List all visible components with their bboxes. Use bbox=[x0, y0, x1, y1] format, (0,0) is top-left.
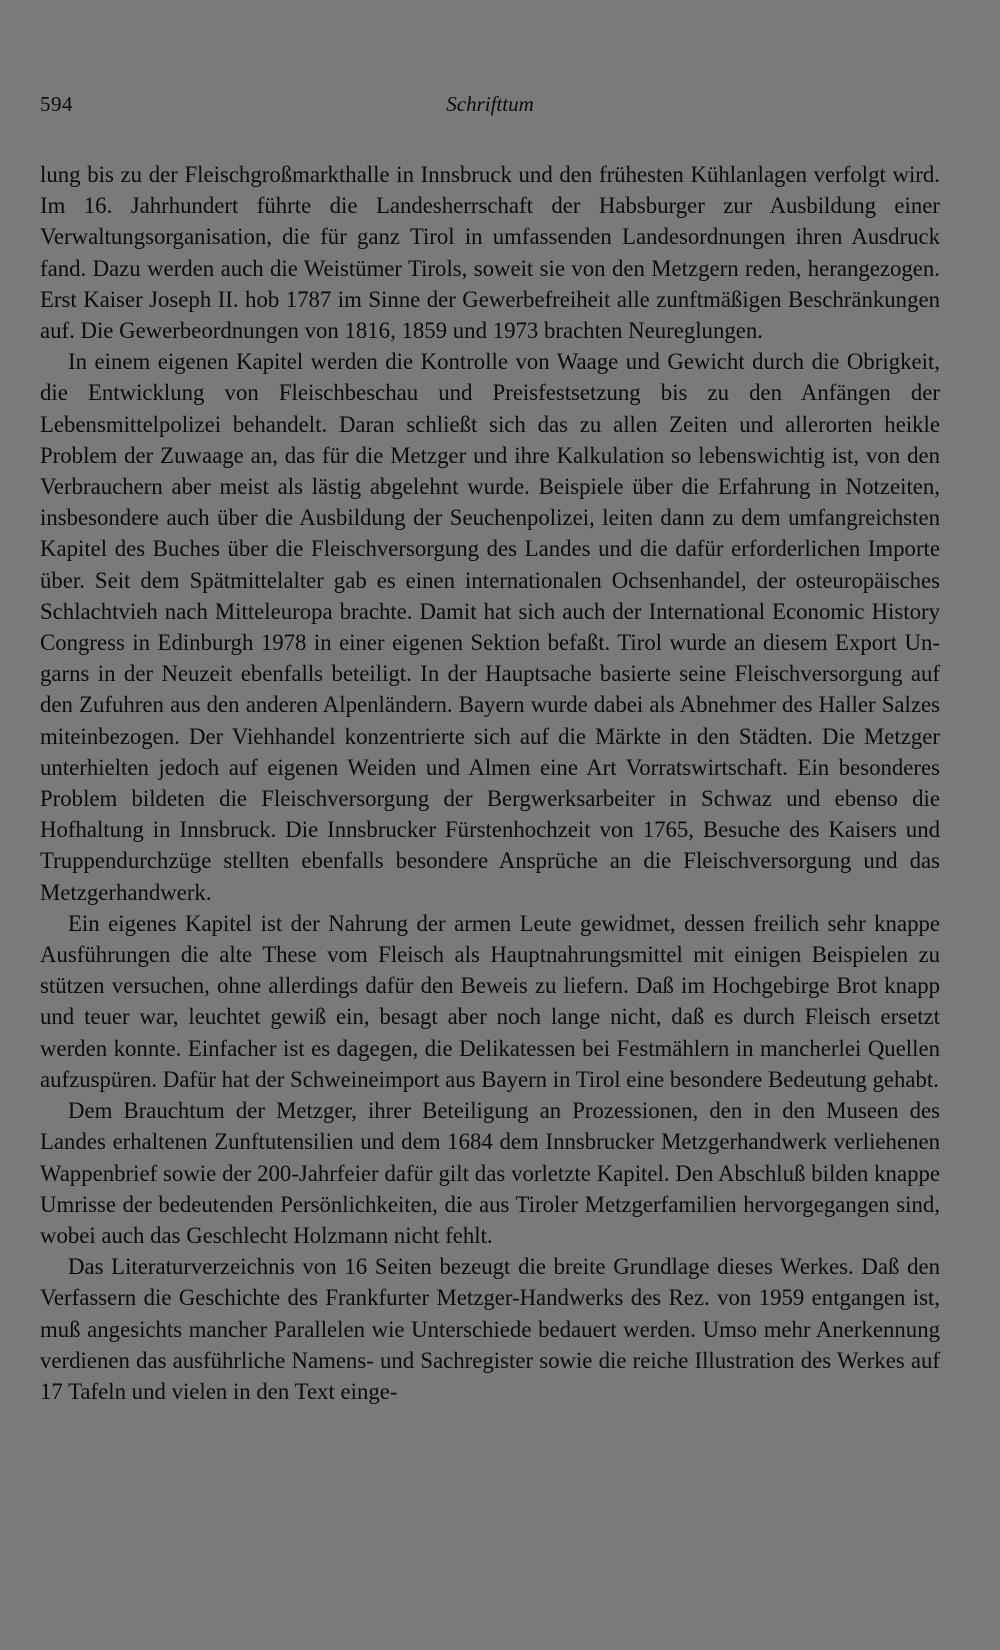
paragraph-4: Dem Brauchtum der Metzger, ihrer Beteiligung an Prozessionen, den in den Museen des Landes erhaltenen Zunftutensilien und dem 1684 dem Innsbrucker Metzgerhandwerk verliehenen Wappenbrief sowie der 200-Jahrfeier dafür gilt das vorletzte Kapitel. Den Abschluß bilden knappe Umrisse der bedeutenden Persönlichkeiten, die aus Tiroler Metzgerfamilien hervorgegangen sind, wobei auch das Geschlecht Holzmann nicht fehlt. bbox=[40, 1098, 940, 1248]
paragraph-5: Das Literaturverzeichnis von 16 Seiten bezeugt die breite Grundlage dieses Werkes. Daß den Verfassern die Geschichte des Frankfurter Metzger-Handwerks des Rez. von 1959 entgangen ist, muß angesichts mancher Parallelen wie Unterschiede bedauert werden. Umso mehr Anerkennung verdienen das ausführliche Namens- und Sachregister sowie die reiche Illustration des Werkes auf 17 Tafeln und vielen in den Text einge- bbox=[40, 1254, 940, 1404]
paragraph-1: lung bis zu der Fleischgroßmarkthalle in Innsbruck und den frühesten Kühlanlagen verfolgt wird. Im 16. Jahrhundert führte die Landesherrschaft der Habsburger zur Ausbildung einer Verwaltungsorganisation, die für ganz Tirol in umfassenden Landesordnungen ihren Ausdruck fand. Dazu werden auch die Weistümer Tirols, soweit sie von den Metzgern reden, herangezogen. Erst Kaiser Joseph II. hob 1787 im Sinne der Gewerbefreiheit alle zunftmäßigen Beschränkungen auf. Die Gewerbeordnungen von 1816, 1859 und 1973 brachten Neureglungen. bbox=[40, 162, 940, 344]
page-header bbox=[40, 92, 940, 128]
body-text bbox=[40, 159, 940, 1407]
paragraph-3: Ein eigenes Kapitel ist der Nahrung der armen Leute gewidmet, dessen freilich sehr knappe Ausführungen die alte These vom Fleisch als Hauptnahrungsmittel mit einigen Beispielen zu stützen versuchen, ohne allerdings dafür den Beweis zu liefern. Daß im Hochgebirge Brot knapp und teuer war, leuchtet gewiß ein, besagt aber noch lange nicht, daß es durch Fleisch ersetzt werden konnte. Einfacher ist es dagegen, die Delikatessen bei Festmählern in mancherlei Quellen aufzuspüren. Dafür hat der Schweineimport aus Bayern in Tirol eine besondere Bedeutung gehabt. bbox=[40, 910, 940, 1092]
page-number: 594 bbox=[40, 92, 73, 116]
running-head: Schrifttum bbox=[446, 92, 534, 116]
paragraph-2: In einem eigenen Kapitel werden die Kontrolle von Waage und Gewicht durch die Obrigkeit, die Entwicklung von Fleischbeschau und Preisfestsetzung bis zu den Anfängen der Lebensmittelpolizei behandelt. Daran schließt sich das zu allen Zeiten und allerorten heikle Problem der Zuwaage an, das für die Metzger und ihre Kalkulation so lebenswichtig ist, von den Verbrauchern aber meist als lästig abgelehnt wurde. Beispiele über die Erfahrung in Notzeiten, insbesondere auch über die Ausbildung der Seuchenpolizei, leiten dann zu dem umfangreichsten Kapitel des Buches über die Fleischversorgung des Landes und die dafür erforderlichen Importe über. Seit dem Spätmittelalter gab es einen internationalen Ochsenhandel, der osteuropäisches Schlachtvieh nach Mitteleuropa brachte. Damit hat sich auch der International Economic History Congress in Edinburgh 1978 in einer eigenen Sektion befaßt. Tirol wurde an diesem Export Ungarns in der Neuzeit ebenfalls beteiligt. In der Hauptsache basierte seine Fleischversorgung auf den Zufuhren aus den anderen Alpenländern. Bayern wurde dabei als Abnehmer des Haller Salzes miteinbezogen. Der Viehhandel konzentrierte sich auf die Märkte in den Städten. Die Metzger unterhielten jedoch auf eigenen Weiden und Almen eine Art Vorratswirtschaft. Ein besonderes Problem bildeten die Fleischversorgung der Bergwerksarbeiter in Schwaz und ebenso die Hofhaltung in Innsbruck. Die Innsbrucker Fürstenhochzeit von 1765, Besuche des Kaisers und Truppendurchzüge stellten ebenfalls besondere Ansprüche an die Fleischversorgung und das Metzgerhandwerk. bbox=[40, 349, 940, 905]
